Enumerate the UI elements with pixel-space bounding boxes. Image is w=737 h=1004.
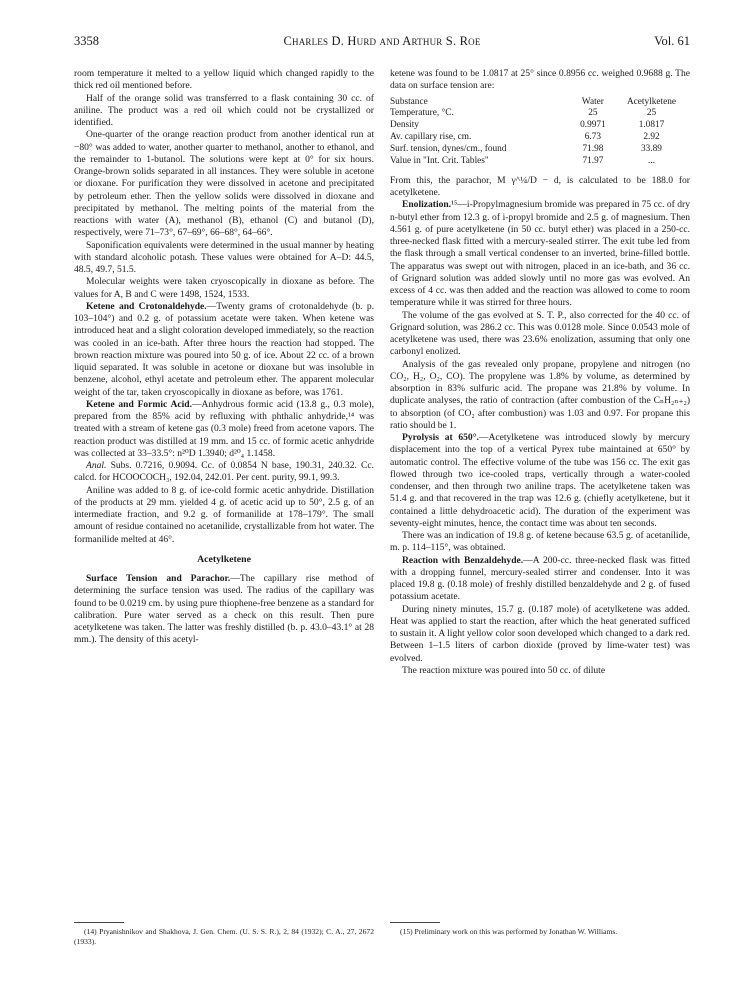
table-row xyxy=(390,120,690,132)
right-column xyxy=(390,68,690,677)
running-head xyxy=(74,34,690,50)
run-in-heading: Reaction with Benzaldehyde. xyxy=(402,554,524,566)
left-column xyxy=(74,68,374,647)
surface-tension-table xyxy=(390,97,690,168)
paragraph: One-quarter of the orange reaction product from another identical run at −80° was added to water, another quarter to methanol, another to ethanol, and the remainder to 1-butanol. The solutions were kept at 0° for six hours. Orange-brown solids separated in all instances. They were soluble in acetone or dioxane. For purification they were dissolved in acetone and precipitated by petroleum ether. Then the yellow solids were dissolved in dioxane and precipitated by methanol. The melting points of the material from the reactions with water (A), methanol (B), ethanol (C) and butanol (D), respectively, were 71–73°, 67–69°, 66–68°, 64–66°. xyxy=(74,129,374,239)
table-cell: 6.73 xyxy=(584,132,602,143)
footnote-rule xyxy=(390,922,440,923)
paragraph: During ninety minutes, 15.7 g. (0.187 mole) of acetylketene was added. Heat was applied to start the reaction, after which the heat generated sufficed to sustain it. A light yellow color soon developed which changed to a dark red. Between 1–1.5 liters of carbon dioxide (proved by lime-water test) was evolved. xyxy=(390,603,690,664)
paragraph-text: —Acetylketene was introduced slowly by mercury displacement into the top of a vertical Pyrex tube maintained at 650° by automatic control. The effective volume of the tube was 156 cc. The exit gas flowed through two ice-cooled traps, vertically through a water-cooled condenser, and then through two aniline traps. The acetylketene taken was 51.4 g. and that recovered in the trap was 12.6 g. (chiefly acetylketene, but it contained a little dehydroacetic acid). The duration of the experiment was seventy-eight minutes, hence, the contact time was about ten seconds. xyxy=(390,432,691,529)
table-cell: 2.92 xyxy=(643,132,660,143)
anal-label: Anal. xyxy=(86,460,107,471)
running-head-authors: Charles D. Hurd and Arthur S. Roe xyxy=(283,34,481,48)
table-cell: Temperature, °C. xyxy=(390,108,454,119)
footnote-15: (15) Preliminary work on this was performed by Jonathan W. Williams. xyxy=(400,927,618,936)
volume-label: Vol. 61 xyxy=(654,34,690,48)
analysis-text: Subs. 0.7216, 0.9094. Cc. of 0.0854 N base, 190.31, 240.32. Cc. calcd. for HCOOCOCH₃, 192.04, 242.01. Per cent. purity, 99.1, 99.3. xyxy=(74,460,374,484)
analysis-line xyxy=(74,460,374,485)
table-cell: 71.97 xyxy=(582,156,604,167)
table-header-row xyxy=(390,97,690,109)
table-cell: Value in "Int. Crit. Tables" xyxy=(390,156,489,167)
footnote-left xyxy=(74,922,374,947)
run-in-heading: Pyrolysis at 650°. xyxy=(402,432,479,444)
table-cell: 0.9971 xyxy=(580,120,606,131)
footnote-rule xyxy=(74,922,124,923)
paragraph-parachor: From this, the parachor, M γ^¼/D − d, is calculated to be 188.0 for acetylketene. xyxy=(390,174,690,199)
paragraph-text: —The capillary rise method of determining the surface tension was used. The radius of the capillary was found to be 0.0219 cm. by using pure thiophene-free benzene as a standard for calibration. Pure water served as a check on this result. Then pure acetylketene was taken. The latter was freshly distilled (b. p. 43.0–43.1° at 28 mm.). The density of this acetyl- xyxy=(74,573,374,646)
paragraph: ketene was found to be 1.0817 at 25° since 0.8956 cc. weighed 0.9688 g. The data on surface tension are: xyxy=(390,68,690,92)
paragraph: Aniline was added to 8 g. of ice-cold formic acetic anhydride. Distillation of the products at 29 mm. yielded 4 g. of acetic acid up to 50°, 2.5 g. of an intermediate fraction, and 9.2 g. of formanilide at 178–179°. The small amount of residue contained no acetanilide, crystallizable from hot water. The formanilide melted at 46°. xyxy=(74,484,374,545)
paragraph-pyrolysis xyxy=(390,432,690,530)
table-cell: 71.98 xyxy=(582,144,604,155)
table-cell: Density xyxy=(390,120,419,131)
paragraph-formic-acid xyxy=(74,399,374,460)
footnote-right xyxy=(390,922,690,937)
run-in-heading: Enolization. xyxy=(402,199,452,211)
section-heading: Acetylketene xyxy=(197,553,251,565)
run-in-heading: Ketene and Crotonaldehyde. xyxy=(86,300,207,312)
table-cell: 1.0817 xyxy=(638,120,665,131)
paragraph-text: ¹⁵—i-Propylmagnesium bromide was prepared in 75 cc. of dry n-butyl ether from 12.3 g. of i-propyl bromide and 2.5 g. of magnesium. Then 4.561 g. of pure acetylketene (in 50 cc. butyl ether) was placed in a 250-cc. three-necked flask fitted with a mercury-sealed stirrer. The exit tube led from the flask through a small vertical condenser to an inverted, brine-filled bottle. The apparatus was swept out with nitrogen, placed in an ice-bath, and 36 cc. of Grignard solution was added slowly until no more gas was evolved. An excess of 4 cc. was then added and the reaction was allowed to come to room temperature while it was stirred for three hours. xyxy=(390,199,690,309)
table-cell: Av. capillary rise, cm. xyxy=(390,132,472,143)
paragraph-text: —Twenty grams of crotonaldehyde (b. p. 103–104°) and 0.2 g. of potassium acetate were taken. When ketene was introduced heat and a slight coloration developed immediately, so the reaction was cooled in an ice-bath. After three hours the reaction had stopped. The brown reaction mixture was poured into 50 g. of ice. About 22 cc. of a brown liquid separated. It was soluble in acetone or dioxane but was insoluble in benzene, alcohol, ethyl acetate and petroleum ether. The apparent molecular weight of the tar, taken cryoscopically in dioxane as before, was 1761. xyxy=(74,300,375,398)
page-number: 3358 xyxy=(74,34,99,48)
table-row xyxy=(390,132,690,144)
table-cell: ... xyxy=(648,156,655,167)
paragraph-surface-tension xyxy=(74,573,374,647)
run-in-heading: Ketene and Formic Acid. xyxy=(86,398,192,410)
table-cell: 33.89 xyxy=(641,144,662,155)
paragraph: Saponification equivalents were determined in the usual manner by heating with standard alcoholic potash. These values were obtained for A–D: 44.5, 48.5, 49.7, 51.5. xyxy=(74,239,374,275)
table-row xyxy=(390,144,690,156)
paragraph: The reaction mixture was poured into 50 cc. of dilute xyxy=(402,664,606,676)
run-in-heading: Surface Tension and Parachor. xyxy=(86,573,231,584)
paragraph-benzaldehyde xyxy=(390,555,690,604)
table-row xyxy=(390,108,690,120)
paragraph-text: —Anhydrous formic acid (13.8 g., 0.3 mole), prepared from the 85% acid by refluxing with phthalic anhydride,¹⁴ was treated with a stream of ketene gas (0.3 mole) freed from acetone vapors. The reaction product was distilled at 19 mm. and 15 cc. of formic acetic anhydride was collected at 33–33.5°: n²⁰D 1.3940; d²⁰₄ 1.1458. xyxy=(74,398,374,459)
paragraph: Molecular weights were taken cryoscopically in dioxane as before. The values for A, B and C were 1498, 1524, 1533. xyxy=(74,276,374,300)
paragraph-enolization xyxy=(390,199,690,309)
table-cell: Surf. tension, dynes/cm., found xyxy=(390,144,507,155)
table-cell: 25 xyxy=(588,108,598,119)
table-header: Acetylketene xyxy=(626,96,677,107)
paragraph: There was an indication of 19.8 g. of ketene because 63.5 g. of acetanilide, m. p. 114–115°, was obtained. xyxy=(390,530,690,554)
paragraph-text: —A 200-cc. three-necked flask was fitted with a dropping funnel, mercury-sealed stirrer and condenser. Into it was placed 19.8 g. (0.18 mole) of freshly distilled benzaldehyde and 2 g. of fused potassium acetate. xyxy=(390,554,690,603)
table-cell: 25 xyxy=(646,108,657,119)
footnote-14: (14) Pryanishnikov and Shakhova, J. Gen. Chem. (U. S. S. R.), 2, 84 (1932); C. A., 27, 2672 (1933). xyxy=(74,927,374,946)
paragraph-crotonaldehyde xyxy=(74,301,374,399)
table-row xyxy=(390,156,690,168)
paragraph: room temperature it melted to a yellow liquid which changed rapidly to the thick red oil mentioned before. xyxy=(74,68,374,92)
paragraph: The volume of the gas evolved at S. T. P., also corrected for the 40 cc. of Grignard solution, was 286.2 cc. This was 0.0128 mole. Since 0.0543 mole of acetylketene was used, there was 23.6% enolization, assuming that only one carbonyl enolized. xyxy=(390,309,690,358)
paragraph: Analysis of the gas revealed only propane, propylene and nitrogen (no CO₂, H₂, O₂, CO). The propylene was 1.8% by volume, as determined by absorption in 83% sulfuric acid. The propane was 21.8% by volume. In duplicate analyses, the ratio of contraction (after combustion of the CₙH₂ₙ₊₂) to absorption (of CO₂ after combustion) was 1.03 and 0.97. For propane this ratio should be 1. xyxy=(390,358,690,431)
table-header: Water xyxy=(581,96,604,107)
table-header: Substance xyxy=(390,96,428,107)
paragraph: Half of the orange solid was transferred to a flask containing 30 cc. of aniline. The product was a red oil which could not be crystallized or identified. xyxy=(74,92,374,128)
